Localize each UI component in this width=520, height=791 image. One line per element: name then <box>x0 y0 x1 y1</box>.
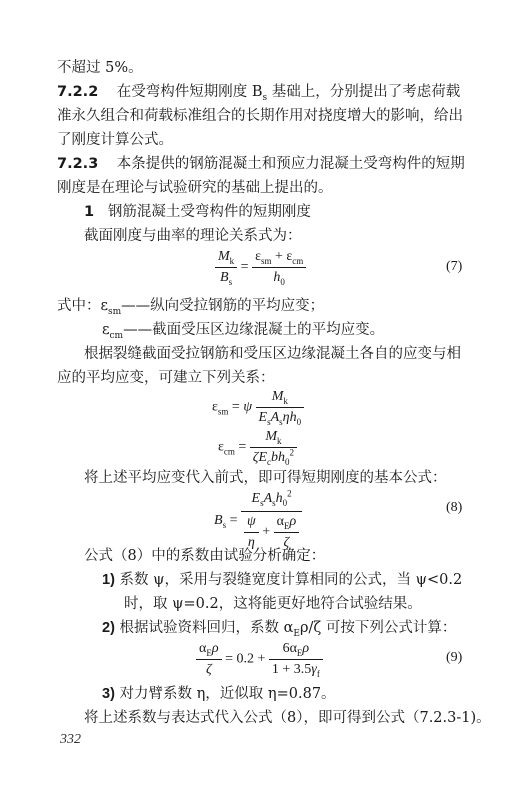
section-7-2-3: 7.2.3 本条提供的钢筋混凝土和预应力混凝土受弯构件的短期 <box>57 156 465 172</box>
list-item: 3) 对力臂系数 η，近似取 η=0.87。 <box>102 686 336 702</box>
page-number: 332 <box>60 732 81 747</box>
symbol-definition: 式中：$\varepsilon_{sm}——$纵向受拉钢筋的平均应变； <box>57 298 325 317</box>
text-line: 截面刚度与曲率的理论关系式为： <box>84 228 302 244</box>
equation-eps-sm: $\varepsilon_{sm} = \psi$ $\frac{M_k}{E_sA_s\eta h_0}$ <box>212 388 304 427</box>
text-line: 不超过 5%。 <box>57 60 143 76</box>
list-item: 1) 系数 ψ，采用与裂缝宽度计算相同的公式，当 ψ<0.2 <box>102 572 463 588</box>
text-line: 刚度是在理论与试验研究的基础上提出的。 <box>57 180 333 196</box>
symbol-definition: $\varepsilon_{cm}——$截面受压区边缘混凝土的平均应变。 <box>102 322 385 341</box>
equation-8: $B_s$ = $E_sA_sh_0^2$ $\frac{\psi}{\eta}$ + $\frac{\alpha_E\rho}{\zeta}$ <box>214 490 302 552</box>
text-line: 将上述系数与表达式代入公式（8），即可得到公式（7.2.3-1)。 <box>84 710 491 726</box>
equation-9: $\frac{\alpha_E\rho}{\zeta}$ = 0.2 + $\frac{6\alpha_E\rho}{1 + 3.5\gamma_f}$ <box>196 640 323 679</box>
equation-number: (8) <box>446 500 463 515</box>
text-line: 准永久组合和荷载标准组合的长期作用对挠度增大的影响，给出 <box>57 108 463 124</box>
section-7-2-2: 7.2.2 在受弯构件短期刚度 $B_s$ 基础上，分别提出了考虑荷载 <box>57 84 461 103</box>
list-item-continuation: 时，取 ψ=0.2，这将能更好地符合试验结果。 <box>124 596 422 612</box>
text-line: 将上述平均应变代入前式，即可得短期刚度的基本公式： <box>84 470 447 486</box>
text-line: 了刚度计算公式。 <box>57 132 173 148</box>
list-item: 2) 根据试验资料回归，系数 $\alpha_E\rho/\zeta$ 可按下列公式计算： <box>102 620 457 639</box>
equation-7: $\frac{M_k}{B_s}$ = $\frac{\varepsilon_{sm} + \varepsilon_{cm}}{h_0}$ <box>215 248 306 287</box>
text-line: 根据裂缝截面受拉钢筋和受压区边缘混凝土各自的应变与相 <box>84 346 461 362</box>
text-line: 应的平均应变，可建立下列关系： <box>57 370 275 386</box>
section-number: 7.2.2 <box>57 84 99 100</box>
equation-number: (7) <box>446 259 463 274</box>
equation-eps-cm: $\varepsilon_{cm}$ = $\frac{M_k}{\zeta E_cbh_0^2}$ <box>218 428 297 467</box>
subsection-1: 1 钢筋混凝土受弯构件的短期刚度 <box>84 204 311 220</box>
equation-number: (9) <box>446 650 463 665</box>
section-number: 7.2.3 <box>57 156 99 172</box>
text-line: 公式（8）中的系数由试验分析确定： <box>84 548 326 564</box>
